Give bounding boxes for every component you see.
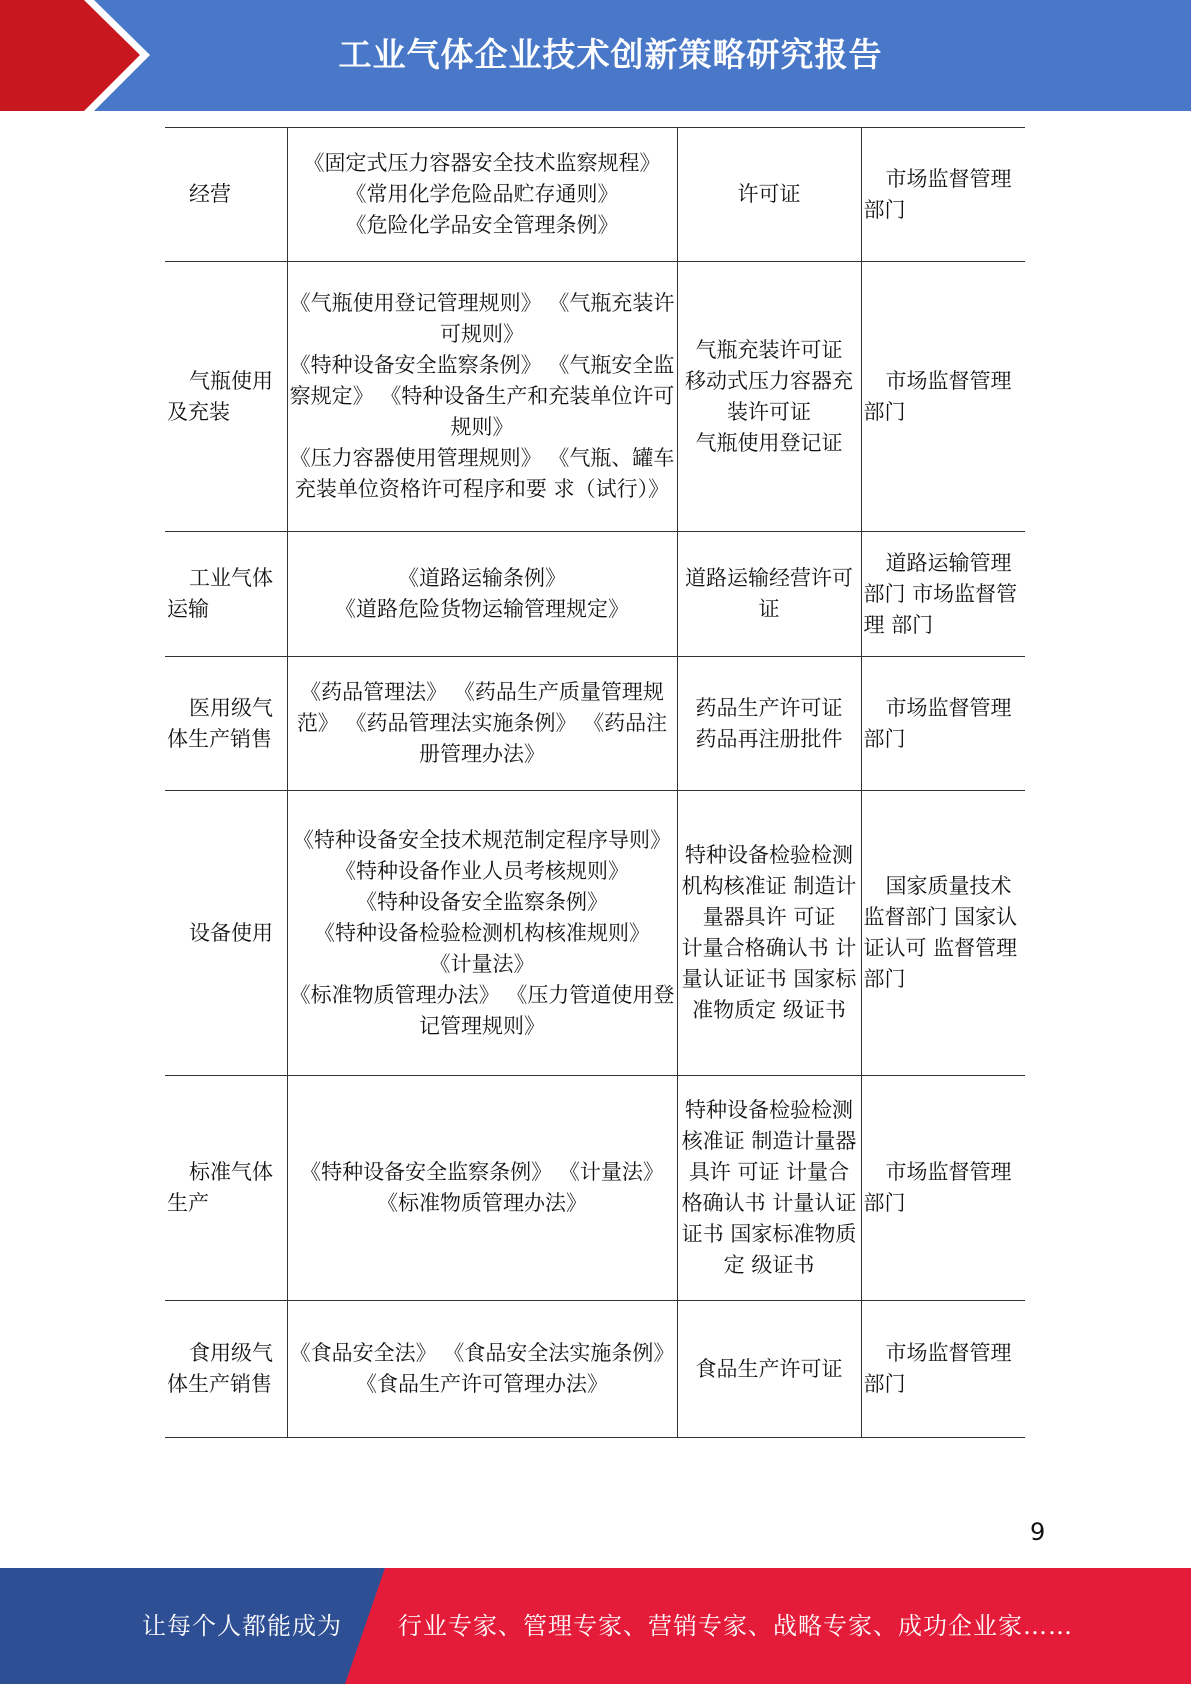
table-row [165, 262, 1025, 532]
laws-cell: 《食品安全法》 《食品安全法实施条例》 《食品生产许可管理办法》 [287, 1301, 677, 1438]
license-cell: 特种设备检验检测核准证 制造计量器具许 可证 计量合格确认书 计量认证证书 国家标准物质定 级证书 [677, 1076, 861, 1301]
license-cell: 特种设备检验检测机构核准证 制造计量器具许 可证 计量合格确认书 计量认证证书 国家标准物质定 级证书 [677, 791, 861, 1076]
table-row [165, 128, 1025, 262]
license-cell: 药品生产许可证 药品再注册批件 [677, 657, 861, 791]
regulation-table [165, 127, 1025, 1438]
category-cell: 食用级气体生产销售 [165, 1301, 287, 1438]
department-cell: 市场监督管理部门 [861, 128, 1025, 262]
page-number: 9 [1030, 1518, 1046, 1546]
table-row [165, 1301, 1025, 1438]
license-cell: 食品生产许可证 [677, 1301, 861, 1438]
table-row [165, 657, 1025, 791]
laws-cell: 《特种设备安全监察条例》 《计量法》 《标准物质管理办法》 [287, 1076, 677, 1301]
laws-cell: 《药品管理法》 《药品生产质量管理规范》 《药品管理法实施条例》 《药品注册管理办法》 [287, 657, 677, 791]
license-cell: 道路运输经营许可证 [677, 532, 861, 657]
footer-slogan-left: 让每个人都能成为 [142, 1612, 342, 1640]
page-footer [0, 1568, 1191, 1684]
laws-cell: 《固定式压力容器安全技术监察规程》 《常用化学危险品贮存通则》 《危险化学品安全管理条例》 [287, 128, 677, 262]
page-header [0, 0, 1191, 111]
laws-cell: 《特种设备安全技术规范制定程序导则》 《特种设备作业人员考核规则》 《特种设备安全监察条例》 《特种设备检验检测机构核准规则》 《计量法》 《标准物质管理办法》 《压力管道使用登记管理规则》 [287, 791, 677, 1076]
department-cell: 国家质量技术监督部门 国家认证认可 监督管理部门 [861, 791, 1025, 1076]
department-cell: 市场监督管理部门 [861, 1076, 1025, 1301]
category-cell: 经营 [165, 128, 287, 262]
category-cell: 标准气体生产 [165, 1076, 287, 1301]
department-cell: 市场监督管理部门 [861, 657, 1025, 791]
department-cell: 道路运输管理部门 市场监督管理 部门 [861, 532, 1025, 657]
footer-slogan-right: 行业专家、管理专家、营销专家、战略专家、成功企业家…… [398, 1612, 1073, 1640]
table-row [165, 1076, 1025, 1301]
department-cell: 市场监督管理部门 [861, 1301, 1025, 1438]
license-cell: 许可证 [677, 128, 861, 262]
department-cell: 市场监督管理部门 [861, 262, 1025, 532]
category-cell: 医用级气体生产销售 [165, 657, 287, 791]
laws-cell: 《气瓶使用登记管理规则》 《气瓶充装许可规则》 《特种设备安全监察条例》 《气瓶安全监察规定》 《特种设备生产和充装单位许可规则》 《压力容器使用管理规则》 《气瓶、罐车充装单位资格许可程序和要 求（试行）》 [287, 262, 677, 532]
report-title: 工业气体企业技术创新策略研究报告 [338, 34, 883, 74]
table-row [165, 791, 1025, 1076]
category-cell: 气瓶使用及充装 [165, 262, 287, 532]
category-cell: 设备使用 [165, 791, 287, 1076]
license-cell: 气瓶充装许可证 移动式压力容器充装许可证 气瓶使用登记证 [677, 262, 861, 532]
table-row [165, 532, 1025, 657]
laws-cell: 《道路运输条例》 《道路危险货物运输管理规定》 [287, 532, 677, 657]
category-cell: 工业气体运输 [165, 532, 287, 657]
